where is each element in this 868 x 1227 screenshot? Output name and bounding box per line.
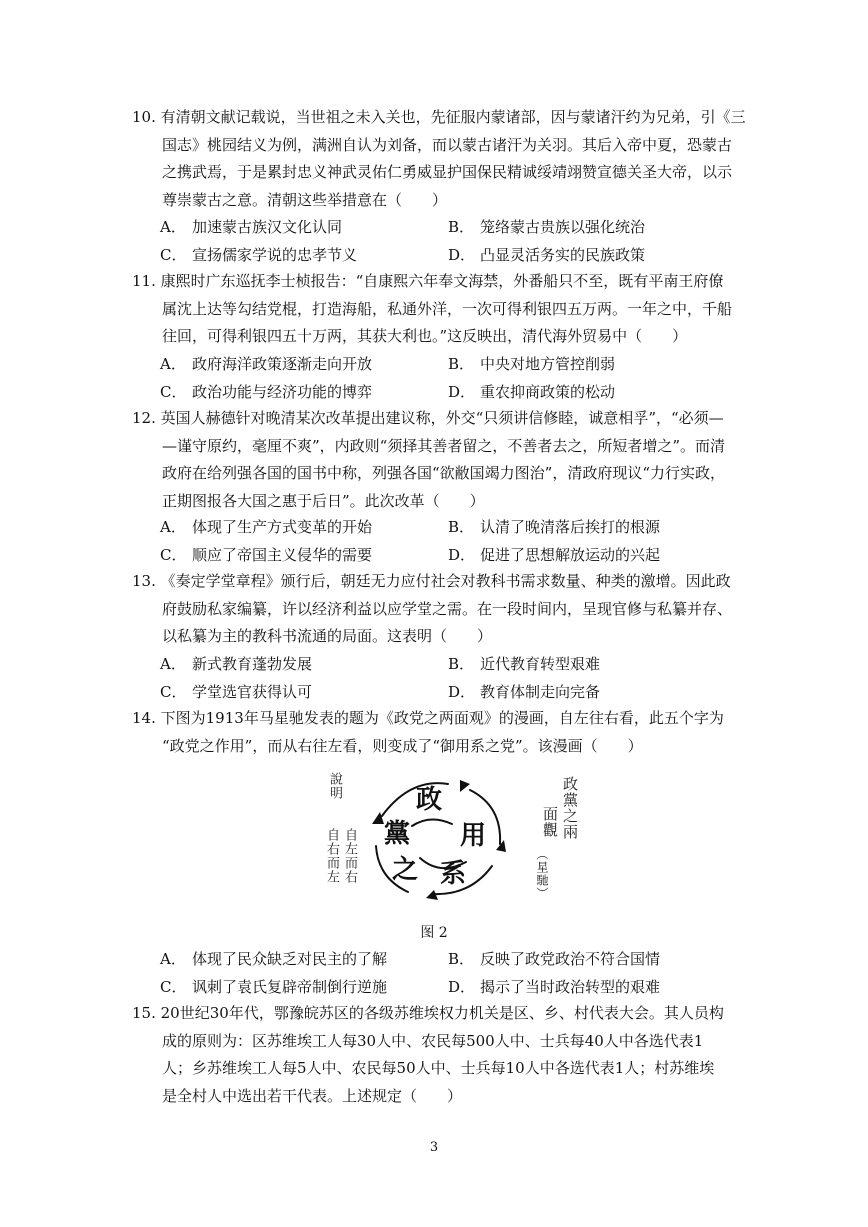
question-number: 10. — [132, 108, 156, 126]
options-14 — [160, 946, 720, 1001]
question-text: “政党之作用”，而从右往左看，则变成了“御用系之党”。该漫画（ ） — [162, 736, 643, 755]
options-11 — [160, 351, 720, 406]
figure-signature: （星馳） — [535, 848, 549, 900]
question-text: 国志》桃园结义为例，满洲自认为刘备，而以蒙古诸汗为关羽。其后入帝中夏，恐蒙古 — [162, 135, 733, 154]
question-text: 往回，可得利银四五十万两，其获大利也。”这反映出，清代海外贸易中（ ） — [162, 327, 688, 345]
options-12 — [160, 514, 720, 569]
cartoon-glyph: 黨 — [384, 819, 411, 849]
question-15 — [132, 1000, 754, 1110]
option-a: A． 新式教育蓬勃发展 — [160, 655, 313, 673]
question-text: 之携武焉，于是累封忠义神武灵佑仁勇威显护国保民精诚绥靖翊赞宣德关圣大帝，以示 — [162, 163, 733, 181]
figure-note: 說明 — [327, 772, 342, 800]
question-text: 属沈上达等勾结党棍，打造海船，私通外洋，一次可得利银四五万两。一年之中，千船 — [162, 299, 733, 318]
swirl-stroke — [412, 819, 452, 826]
option-c: C． 宣扬儒家学说的忠孝节义 — [160, 245, 358, 264]
figure-title: 政黨之兩 — [561, 776, 579, 840]
option-d: D． 凸显灵活务实的民族政策 — [448, 245, 646, 264]
option-c: C． 讽刺了袁氏复辟帝制倒行逆施 — [160, 977, 388, 996]
question-text: 政府在给列强各国的国书中称，列强各国“欲敝国竭力图治”，清政府现议“力行实政， — [162, 464, 726, 482]
cartoon-glyph: 政 — [416, 785, 443, 815]
cartoon-glyph: 用 — [460, 821, 487, 851]
question-number: 14. — [132, 709, 156, 727]
option-d: D． 教育体制走向完备 — [448, 682, 601, 701]
question-text: 以私纂为主的教科书流通的局面。这表明（ ） — [162, 627, 493, 645]
figure-note: 自左而右 — [342, 828, 357, 884]
option-d: D． 重农抑商政策的松动 — [448, 382, 616, 401]
option-b: B． 笼络蒙古贵族以强化统治 — [448, 218, 646, 236]
option-c: C． 顺应了帝国主义侵华的需要 — [160, 545, 373, 564]
option-c: C． 政治功能与经济功能的博弈 — [160, 382, 373, 401]
option-a: A． 政府海洋政策逐渐走向开放 — [160, 355, 373, 373]
question-text: 是全村人中选出若干代表。上述规定（ ） — [162, 1086, 463, 1105]
question-text: 尊崇蒙古之意。清朝这些举措意在（ ） — [162, 190, 448, 209]
question-number: 12. — [132, 409, 156, 427]
figure-note: 自右而左 — [324, 828, 339, 884]
question-number: 15. — [132, 1004, 156, 1022]
arrow-icon — [372, 812, 384, 824]
option-b: B． 中央对地方管控削弱 — [448, 355, 616, 373]
question-number: 11. — [132, 272, 156, 290]
option-c: C． 学堂选官获得认可 — [160, 682, 313, 701]
question-text: 下图为1913年马星驰发表的题为《政党之两面观》的漫画，自左往右看，此五个字为 — [160, 709, 724, 727]
question-text: —谨守原约，毫厘不爽”，内政则“须择其善者留之，不善者去之，所短者增之”。而清 — [162, 436, 726, 455]
option-b: B． 反映了政党政治不符合国情 — [448, 950, 661, 968]
option-a: A． 体现了生产方式变革的开始 — [160, 518, 373, 536]
option-d: D． 揭示了当时政治转型的艰难 — [448, 977, 661, 996]
question-text: 正期图报各大国之惠于后日”。此次改革（ ） — [162, 491, 485, 510]
option-a: A． 体现了民众缺乏对民主的了解 — [160, 950, 388, 968]
figure-title: 面觀 — [541, 806, 559, 838]
options-10 — [160, 214, 720, 269]
question-11 — [132, 268, 754, 351]
question-number: 13. — [132, 572, 156, 590]
question-14 — [132, 705, 754, 760]
options-13 — [160, 651, 720, 706]
option-b: B． 认清了晚清落后挨打的根源 — [448, 518, 661, 536]
arrow-icon — [460, 780, 470, 792]
cartoon-glyph: 之 — [392, 855, 419, 885]
figure-caption: 图 2 — [420, 925, 448, 941]
option-a: A． 加速蒙古族汉文化认同 — [160, 218, 343, 236]
question-13 — [132, 568, 754, 651]
question-text: 府鼓励私家编纂，许以经济利益以应学堂之需。在一段时间内，呈现官修与私纂并存、 — [162, 599, 733, 618]
question-text: 人；乡苏维埃工人每5人中、农民每50人中、士兵每10人中各选代表1人；村苏维埃 — [162, 1059, 715, 1077]
question-10 — [132, 104, 754, 214]
question-text: 成的原则为：区苏维埃工人每30人中、农民每500人中、士兵每40人中各选代表1 — [162, 1031, 704, 1050]
question-text: 有清朝文献记载说，当世祖之未入关也，先征服内蒙诸部，因与蒙诸汗约为兄弟，引《三 — [160, 108, 746, 126]
page-number: 3 — [429, 1140, 439, 1155]
option-d: D． 促进了思想解放运动的兴起 — [448, 545, 661, 564]
question-text: 英国人赫德针对晚清某次改革提出建议称，外交“只须讲信修睦，诚意相孚”，“必须— — [160, 409, 724, 427]
cartoon-glyph: 系 — [440, 859, 467, 889]
question-12 — [132, 405, 754, 515]
option-b: B． 近代教育转型艰难 — [448, 655, 601, 673]
question-text: 《奏定学堂章程》颁行后，朝廷无力应付社会对教科书需求数量、种类的激增。因此政 — [160, 572, 731, 590]
question-text: 康熙时广东巡抚李士桢报告：“自康熙六年奉文海禁，外番船只不至，既有平南王府僚 — [160, 272, 724, 290]
question-text: 20世纪30年代，鄂豫皖苏区的各级苏维埃权力机关是区、乡、村代表大会。其人员构 — [160, 1004, 724, 1022]
